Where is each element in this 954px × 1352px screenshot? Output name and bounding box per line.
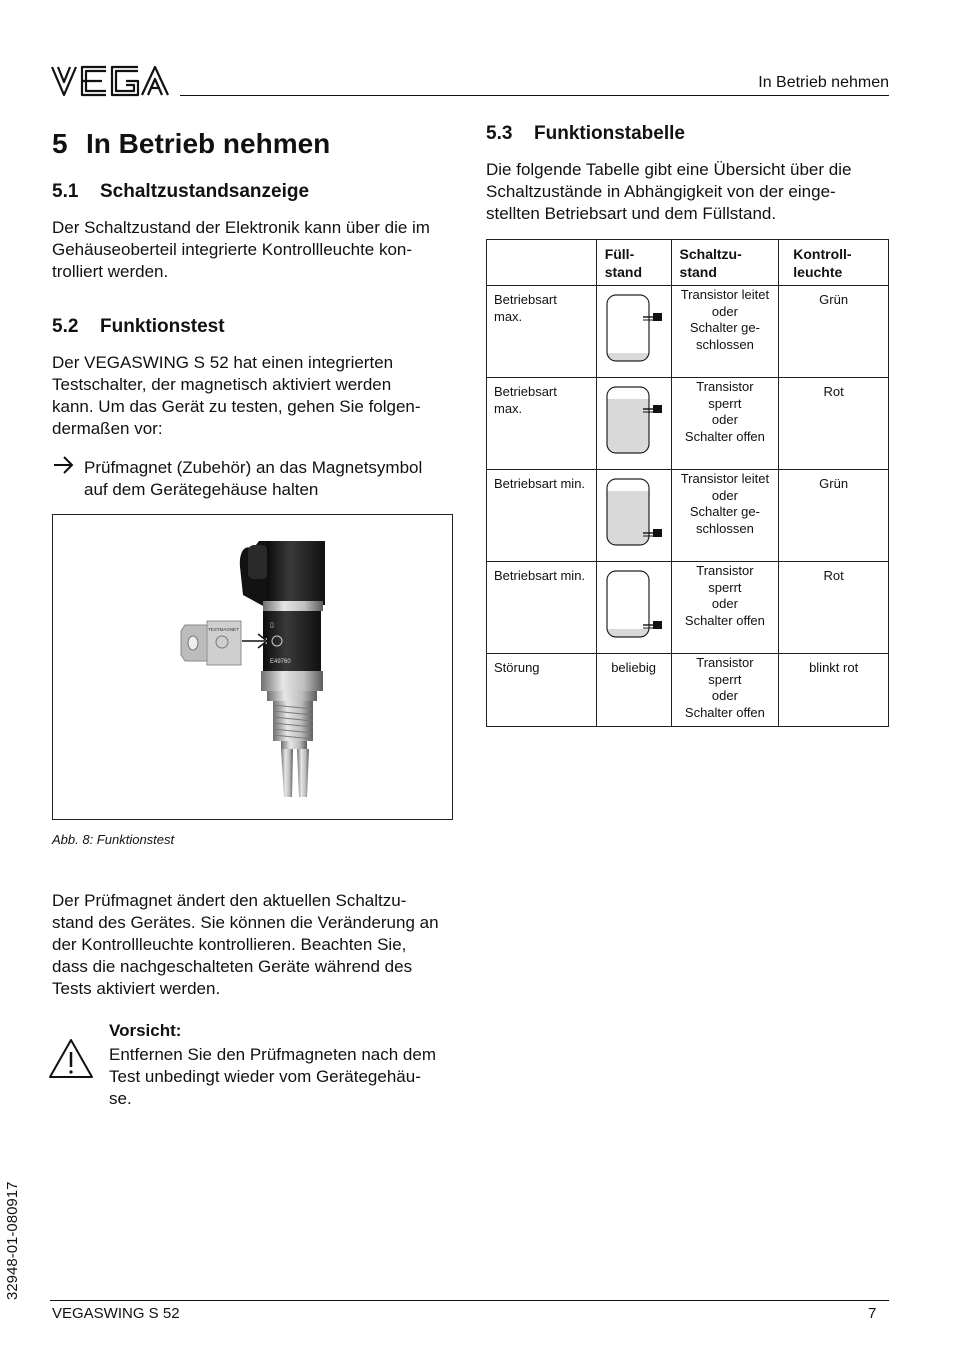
state-cell: Transistor sperrt oder Schalter offen	[671, 654, 779, 727]
tank-icon	[604, 293, 664, 365]
header-mode	[487, 240, 597, 286]
document-number: 32948-01-080917	[4, 1181, 21, 1300]
vega-logo	[50, 64, 170, 98]
header-fill: Füll- stand	[596, 240, 671, 286]
running-header: In Betrieb nehmen	[758, 74, 889, 91]
fill-cell	[596, 562, 671, 654]
section-heading-5-1: 5.1 Schaltzustandsanzeige	[52, 181, 310, 202]
table-row	[487, 562, 889, 654]
sensor-icon	[643, 313, 662, 321]
caution-title: Vorsicht:	[109, 1021, 182, 1040]
table-row	[487, 654, 889, 727]
tank-outline	[607, 571, 649, 637]
header-lamp: Kontroll- leuchte	[779, 240, 889, 286]
footer-product: VEGASWING S 52	[52, 1305, 180, 1322]
mode-cell: Störung	[487, 654, 597, 727]
state-cell: Transistor sperrt oder Schalter offen	[671, 562, 779, 654]
lamp-cell: Grün	[779, 286, 889, 378]
chapter-number: 5	[52, 128, 68, 159]
table-row	[487, 378, 889, 470]
section-heading-5-2: 5.2 Funktionstest	[52, 316, 225, 337]
page-number: 7	[868, 1305, 877, 1322]
magnet-label: TESTMAGNET	[208, 627, 239, 632]
section-heading-5-3: 5.3 Funktionstabelle	[486, 123, 685, 144]
lamp-cell: Rot	[779, 378, 889, 470]
device-illustration	[53, 515, 452, 819]
function-table	[486, 239, 889, 727]
mode-cell: Betriebsart min.	[487, 562, 597, 654]
tank-icon	[604, 477, 664, 549]
mode-cell: Betriebsart min.	[487, 470, 597, 562]
chapter-title-text: In Betrieb nehmen	[86, 128, 331, 159]
tank-fill	[607, 399, 649, 453]
fill-cell	[596, 286, 671, 378]
fill-cell: beliebig	[596, 654, 671, 727]
fill-cell	[596, 378, 671, 470]
mode-cell: Betriebsart max.	[487, 286, 597, 378]
step-arrow-icon	[52, 454, 76, 476]
sec51-paragraph: Der Schaltzustand der Elektronik kann über die im Gehäuseoberteil integrierte Kontrollleuchte kon- trolliert werden.	[52, 218, 430, 281]
housing-mark: ▯	[270, 622, 274, 629]
tank-fill	[607, 491, 649, 545]
device-label: E49760	[270, 659, 291, 665]
header-rule	[180, 95, 889, 96]
table-row	[487, 470, 889, 562]
state-cell: Transistor sperrt oder Schalter offen	[671, 378, 779, 470]
table-row	[487, 286, 889, 378]
tank-icon	[604, 385, 664, 457]
sensor-icon	[643, 621, 662, 629]
figure-caption: Abb. 8: Funktionstest	[52, 832, 175, 847]
state-cell: Transistor leitet oder Schalter ge- schlossen	[671, 286, 779, 378]
footer-rule	[50, 1300, 889, 1301]
lamp-cell: Grün	[779, 470, 889, 562]
tank-fill	[607, 353, 649, 361]
lamp-cell: blinkt rot	[779, 654, 889, 727]
table-header-row	[487, 240, 889, 286]
fill-cell	[596, 470, 671, 562]
sec52-after-paragraph: Der Prüfmagnet ändert den aktuellen Schaltzu- stand des Gerätes. Sie können die Veränderung an der Kontrollleuchte kontrollieren. Beachten Sie, dass die nachgeschalteten Geräte während des Tests aktiviert werden.	[52, 891, 439, 998]
tank-icon	[604, 569, 664, 641]
state-cell: Transistor leitet oder Schalter ge- schlossen	[671, 470, 779, 562]
tank-fill	[607, 629, 649, 637]
sec53-paragraph: Die folgende Tabelle gibt eine Übersicht über die Schaltzustände in Abhängigkeit von der einge- stellten Betriebsart und dem Füllstand.	[486, 160, 852, 223]
lamp-cell: Rot	[779, 562, 889, 654]
caution-text: Entfernen Sie den Prüfmagneten nach dem Test unbedingt wieder vom Gerätegehäu- se.	[109, 1045, 436, 1108]
step-instruction: Prüfmagnet (Zubehör) an das Magnetsymbol auf dem Gerätegehäuse halten	[84, 458, 423, 499]
sec52-paragraph: Der VEGASWING S 52 hat einen integrierten Testschalter, der magnetisch aktiviert werden kann. Um das Gerät zu testen, gehen Sie folgen- dermaßen vor:	[52, 353, 421, 438]
chapter-title	[52, 128, 330, 160]
tank-outline	[607, 295, 649, 361]
header-state: Schaltzu- stand	[671, 240, 779, 286]
mode-cell: Betriebsart max.	[487, 378, 597, 470]
figure-function-test	[52, 514, 453, 820]
warning-icon	[48, 1037, 94, 1079]
